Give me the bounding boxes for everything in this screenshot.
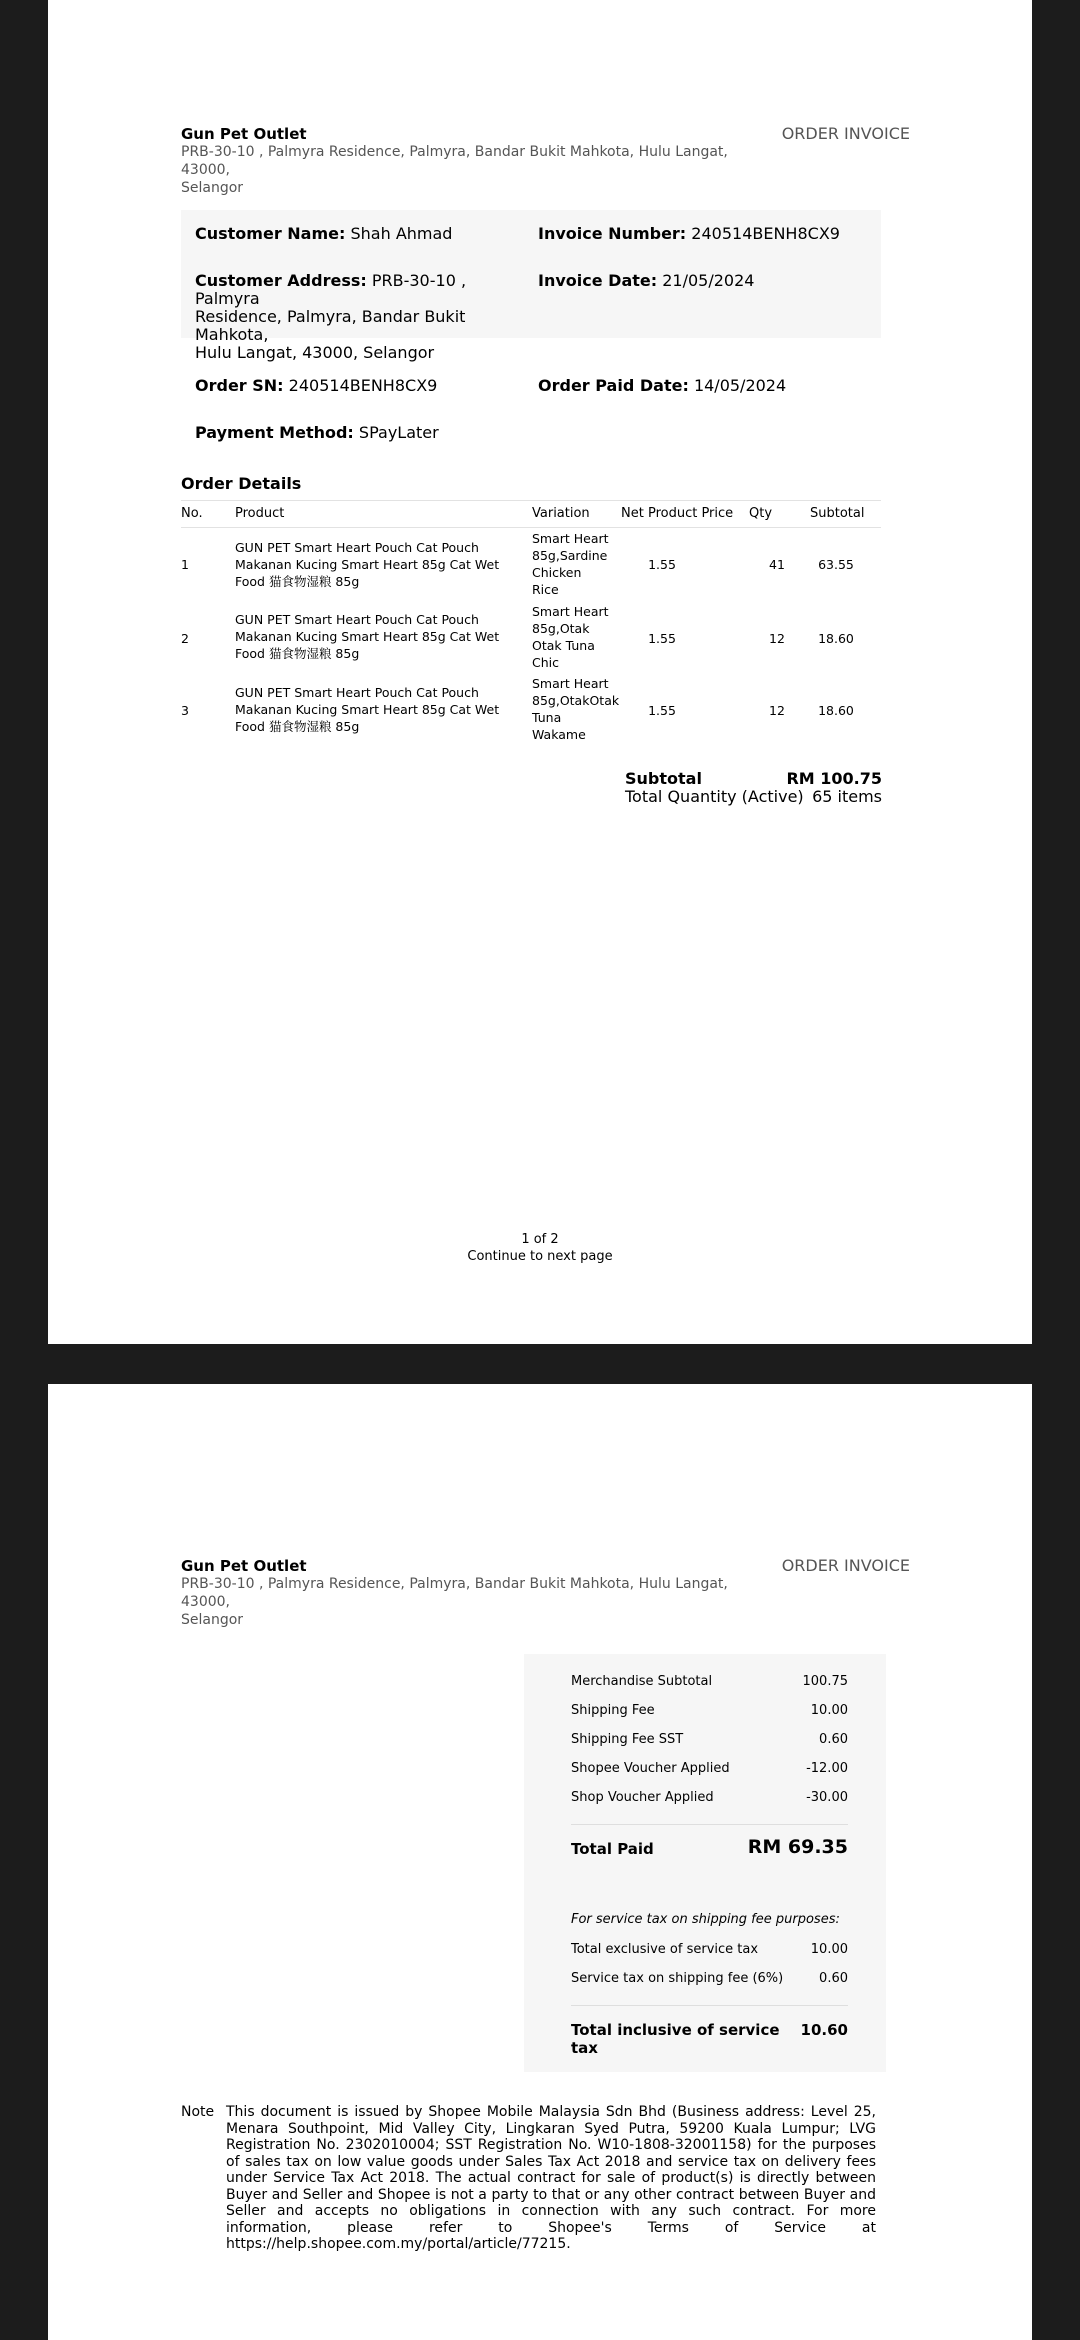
row-subtotal: 63.55 (818, 557, 854, 572)
invoice-page-2 (48, 1384, 1032, 2340)
customer-name: Shah Ahmad (350, 224, 453, 243)
invoice-date: 21/05/2024 (662, 271, 755, 290)
shipping-fee-sst-value: 0.60 (819, 1732, 848, 1747)
payment-summary-box (524, 1654, 886, 2072)
merchandise-subtotal-label: Merchandise Subtotal (571, 1674, 713, 1689)
row-variation: Smart Heart 85g,Sardine Chicken Rice (532, 531, 609, 597)
seller-address (181, 1575, 781, 1629)
document-title: ORDER INVOICE (781, 124, 910, 143)
total-quantity-label: Total Quantity (Active) (625, 787, 804, 806)
order-paid-date-row (538, 377, 786, 395)
seller-address-line: Selangor (181, 180, 244, 196)
note-label: Note (181, 2104, 215, 2120)
col-header-net-price: Net Product Price (621, 506, 734, 521)
customer-address-label: Customer Address: (195, 271, 367, 290)
divider (571, 1824, 848, 1825)
page-footer (48, 1231, 1032, 1265)
seller-address-line: PRB-30-10 , Palmyra Residence, Palmyra, Bandar Bukit Mahkota, Hulu Langat, 43000, (181, 1576, 728, 1610)
order-sn: 240514BENH8CX9 (288, 376, 438, 395)
row-subtotal: 18.60 (818, 631, 854, 646)
row-qty: 41 (769, 557, 785, 572)
col-header-no: No. (181, 506, 203, 521)
service-tax-value: 0.60 (819, 1971, 848, 1986)
note-text: This document is issued by Shopee Mobile Malaysia Sdn Bhd (Business address: Level 25, Menara Southpoint, Mid Valley City, Lingkaran Syed Putra, 59200 Kuala Lumpur; LVG Registration No. 2302010004; SST Registration No. W10-1808-32001158) for the purposes of sales tax on low value goods under Sales Tax Act 2018 and service tax on delivery fees under Service Tax Act 2018. The actual contract for sale of product(s) is directly between Buyer and Seller and Shopee is not a party to that or any other contract between Buyer and Seller and accepts no obligations in connection with any such contract. For more information, please refer to Shopee's Terms of Service at https://help.shopee.com.my/portal/article/77215. (226, 2104, 876, 2252)
shipping-fee-label: Shipping Fee (571, 1703, 655, 1718)
divider (181, 527, 881, 528)
row-product: GUN PET Smart Heart Pouch Cat Pouch Makanan Kucing Smart Heart 85g Cat Wet Food 猫食物湿粮 85g (235, 612, 500, 661)
customer-address-line: Hulu Langat, 43000, Selangor (195, 343, 435, 362)
row-net-price: 1.55 (648, 703, 676, 718)
row-variation: Smart Heart 85g,Otak Otak Tuna Chic (532, 604, 609, 670)
customer-name-label: Customer Name: (195, 224, 346, 243)
total-inclusive-value: 10.60 (800, 2021, 848, 2039)
total-paid-value: RM 69.35 (747, 1836, 848, 1858)
exclusive-tax-value: 10.00 (810, 1942, 848, 1957)
customer-name-row (195, 225, 452, 243)
col-header-product: Product (235, 506, 285, 521)
customer-address-line: PRB-30-10 , Palmyra (195, 271, 467, 308)
payment-method-label: Payment Method: (195, 423, 354, 442)
continue-note: Continue to next page (467, 1249, 613, 1264)
row-subtotal: 18.60 (818, 703, 854, 718)
seller-address-line: Selangor (181, 1612, 244, 1628)
shipping-fee-value: 10.00 (810, 1703, 848, 1718)
shopee-voucher-label: Shopee Voucher Applied (571, 1761, 730, 1776)
seller-address (181, 143, 781, 197)
shop-voucher-label: Shop Voucher Applied (571, 1790, 714, 1805)
row-no: 2 (181, 631, 189, 646)
col-header-variation: Variation (532, 506, 590, 521)
payment-method: SPayLater (358, 423, 439, 442)
invoice-number-row (538, 225, 840, 243)
invoice-page-1 (48, 0, 1032, 1344)
subtotal-label: Subtotal (625, 769, 702, 788)
tax-heading: For service tax on shipping fee purposes: (571, 1912, 840, 1927)
customer-address-line: Residence, Palmyra, Bandar Bukit Mahkota, (195, 307, 466, 344)
divider (181, 500, 881, 501)
col-header-qty: Qty (749, 506, 773, 521)
seller-name: Gun Pet Outlet (181, 1557, 307, 1575)
row-product: GUN PET Smart Heart Pouch Cat Pouch Makanan Kucing Smart Heart 85g Cat Wet Food 猫食物湿粮 85g (235, 540, 500, 589)
total-paid-label: Total Paid (571, 1840, 654, 1858)
exclusive-tax-label: Total exclusive of service tax (571, 1942, 759, 1957)
customer-info-box (181, 210, 881, 362)
order-details-title: Order Details (181, 474, 302, 493)
merchandise-subtotal-value: 100.75 (802, 1674, 848, 1689)
seller-address-line: PRB-30-10 , Palmyra Residence, Palmyra, Bandar Bukit Mahkota, Hulu Langat, 43000, (181, 144, 728, 178)
seller-name: Gun Pet Outlet (181, 125, 307, 143)
row-product: GUN PET Smart Heart Pouch Cat Pouch Makanan Kucing Smart Heart 85g Cat Wet Food 猫食物湿粮 85g (235, 685, 500, 734)
invoice-date-row (538, 272, 754, 290)
col-header-subtotal: Subtotal (810, 506, 865, 521)
row-qty: 12 (769, 703, 785, 718)
invoice-number-label: Invoice Number: (538, 224, 687, 243)
shipping-fee-sst-label: Shipping Fee SST (571, 1732, 684, 1747)
divider (571, 2005, 848, 2006)
shop-voucher-value: -30.00 (806, 1790, 848, 1805)
service-tax-label: Service tax on shipping fee (6%) (571, 1971, 784, 1986)
row-net-price: 1.55 (648, 557, 676, 572)
subtotal-value: RM 100.75 (786, 769, 882, 788)
row-no: 1 (181, 557, 189, 572)
row-no: 3 (181, 703, 189, 718)
row-qty: 12 (769, 631, 785, 646)
payment-method-row (195, 424, 439, 442)
order-sn-row (195, 377, 437, 395)
document-title: ORDER INVOICE (781, 1556, 910, 1575)
order-paid-date: 14/05/2024 (693, 376, 787, 395)
row-net-price: 1.55 (648, 631, 676, 646)
row-variation: Smart Heart 85g,OtakOtak Tuna Wakame (532, 676, 620, 742)
shopee-voucher-value: -12.00 (806, 1761, 848, 1776)
order-paid-date-label: Order Paid Date: (538, 376, 689, 395)
total-quantity-value: 65 items (812, 787, 882, 806)
invoice-date-label: Invoice Date: (538, 271, 658, 290)
total-inclusive-label: Total inclusive of service tax (571, 2021, 780, 2057)
invoice-number: 240514BENH8CX9 (691, 224, 840, 243)
order-sn-label: Order SN: (195, 376, 284, 395)
customer-address-row (195, 272, 535, 362)
page-number: 1 of 2 (521, 1232, 559, 1247)
